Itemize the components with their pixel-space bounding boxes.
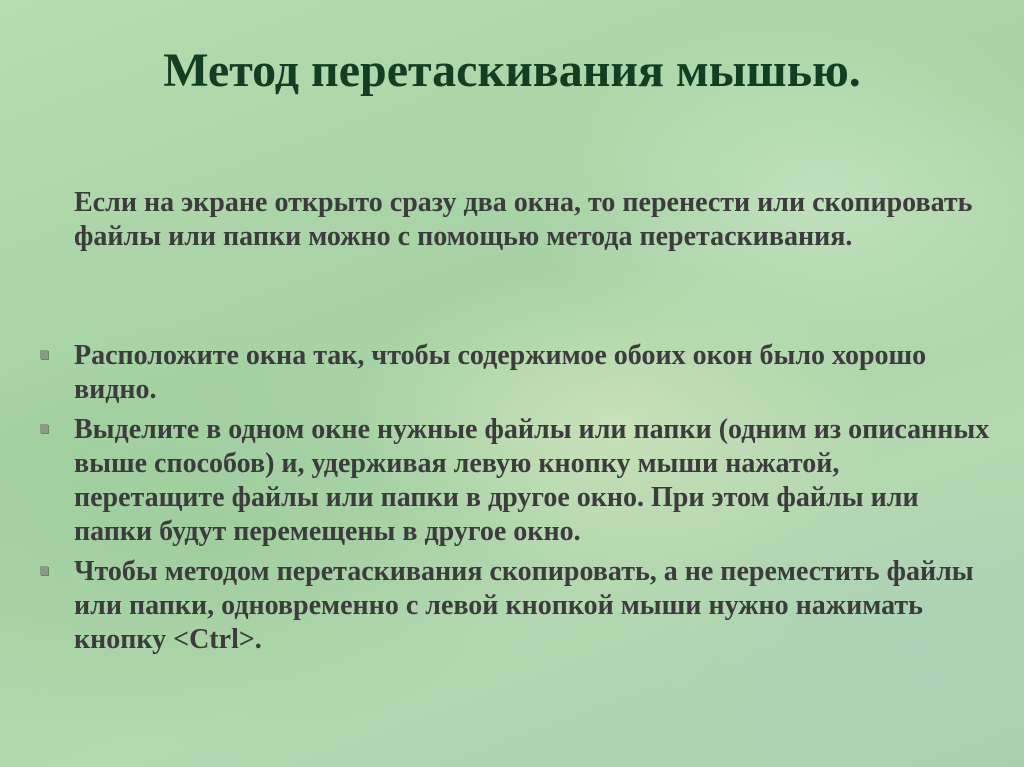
square-bullet-icon [40, 566, 48, 575]
slide-title: Метод перетаскивания мышью. [163, 44, 861, 97]
bullet-text: Расположите окна так, чтобы содержимое обоих окон было хорошо видно. [74, 340, 927, 405]
square-bullet-icon [40, 424, 48, 433]
intro-paragraph: Если на экране открыто сразу два окна, то перенести или скопировать файлы или папки можно с помощью метода перетаскивания. [74, 187, 973, 252]
bullet-item [74, 555, 994, 657]
bullet-list [74, 339, 994, 663]
square-bullet-icon [40, 350, 48, 359]
bullet-text: Чтобы методом перетаскивания скопировать, а не переместить файлы или папки, одновременно с левой кнопкой мыши нужно нажимать кнопку <Ctrl>. [74, 556, 974, 655]
bullet-text: Выделите в одном окне нужные файлы или папки (одним из описанных выше способов) и, удерживая левую кнопку мыши нажатой, перетащите файлы или папки в другое окно. При этом файлы или папки будут перемещены в другое окно. [74, 414, 990, 547]
bullet-item [74, 339, 994, 407]
bullet-item [74, 413, 994, 549]
